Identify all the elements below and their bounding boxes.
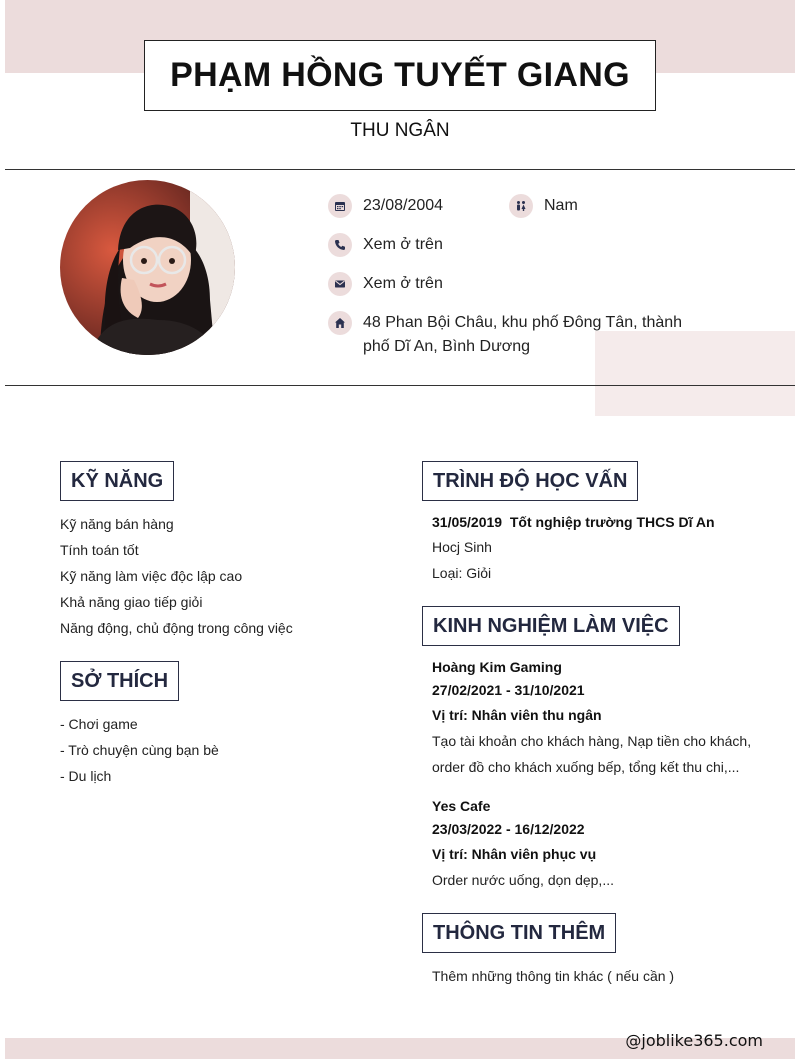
- divider-top: [5, 169, 795, 170]
- skill-item: Kỹ năng bán hàng: [60, 516, 174, 532]
- education-school: Tốt nghiệp trường THCS Dĩ An: [509, 514, 715, 530]
- mail-icon: [328, 272, 352, 296]
- birthday-value: 23/08/2004: [363, 197, 444, 214]
- phone-row: [328, 233, 443, 257]
- divider-bottom: [5, 385, 795, 386]
- job-description: Tạo tài khoản cho khách hàng, Nạp tiền cho khách,: [432, 733, 752, 749]
- birthday-row: [328, 194, 443, 218]
- education-heading: TRÌNH ĐỘ HỌC VẤN: [422, 461, 638, 501]
- job-period: 27/02/2021 - 31/10/2021: [432, 682, 585, 698]
- name-box: [144, 40, 656, 111]
- footer-brand: @joblike365.com: [625, 1031, 763, 1050]
- education-date: 31/05/2019: [432, 514, 503, 530]
- education-title: [432, 514, 715, 530]
- job-company: Hoàng Kim Gaming: [432, 659, 562, 675]
- email-row: [328, 272, 443, 296]
- hobby-item: - Chơi game: [60, 716, 138, 732]
- gender-row: [509, 194, 578, 218]
- email-value: Xem ở trên: [363, 275, 443, 292]
- full-name: PHẠM HỒNG TUYẾT GIANG: [170, 56, 630, 94]
- experience-heading: KINH NGHIỆM LÀM VIỆC: [422, 606, 680, 646]
- job-title: THU NGÂN: [350, 120, 450, 141]
- calendar-icon: [328, 194, 352, 218]
- gender-value: Nam: [544, 197, 578, 214]
- hobbies-heading: SỞ THÍCH: [60, 661, 179, 701]
- hobby-item: - Trò chuyện cùng bạn bè: [60, 742, 219, 758]
- job-company: Yes Cafe: [432, 798, 491, 814]
- education-major: Hocj Sinh: [432, 539, 492, 555]
- phone-icon: [328, 233, 352, 257]
- hobby-item: - Du lịch: [60, 768, 112, 784]
- skill-item: Tính toán tốt: [60, 542, 139, 558]
- job-description: Order nước uống, dọn dẹp,...: [432, 872, 614, 888]
- job-position: Vị trí: Nhân viên phục vụ: [432, 846, 597, 862]
- job-period: 23/03/2022 - 16/12/2022: [432, 821, 585, 837]
- education-grade: Loại: Giỏi: [432, 565, 492, 581]
- home-icon: [328, 311, 352, 335]
- address-row: [328, 311, 688, 359]
- skill-item: Kỹ năng làm việc độc lập cao: [60, 568, 243, 584]
- skill-item: Khả năng giao tiếp giỏi: [60, 594, 203, 610]
- job-position: Vị trí: Nhân viên thu ngân: [432, 707, 602, 723]
- skill-item: Năng động, chủ động trong công việc: [60, 620, 293, 636]
- phone-value: Xem ở trên: [363, 236, 443, 253]
- address-value: 48 Phan Bội Châu, khu phố Đông Tân, thành phố Dĩ An, Bình Dương: [363, 314, 683, 355]
- gender-icon: [509, 194, 533, 218]
- extra-heading: THÔNG TIN THÊM: [422, 913, 616, 953]
- job-description: order đồ cho khách xuống bếp, tổng kết thu chi,...: [432, 759, 740, 775]
- extra-text: Thêm những thông tin khác ( nếu cần ): [432, 968, 675, 984]
- avatar: [60, 180, 235, 355]
- skills-heading: KỸ NĂNG: [60, 461, 174, 501]
